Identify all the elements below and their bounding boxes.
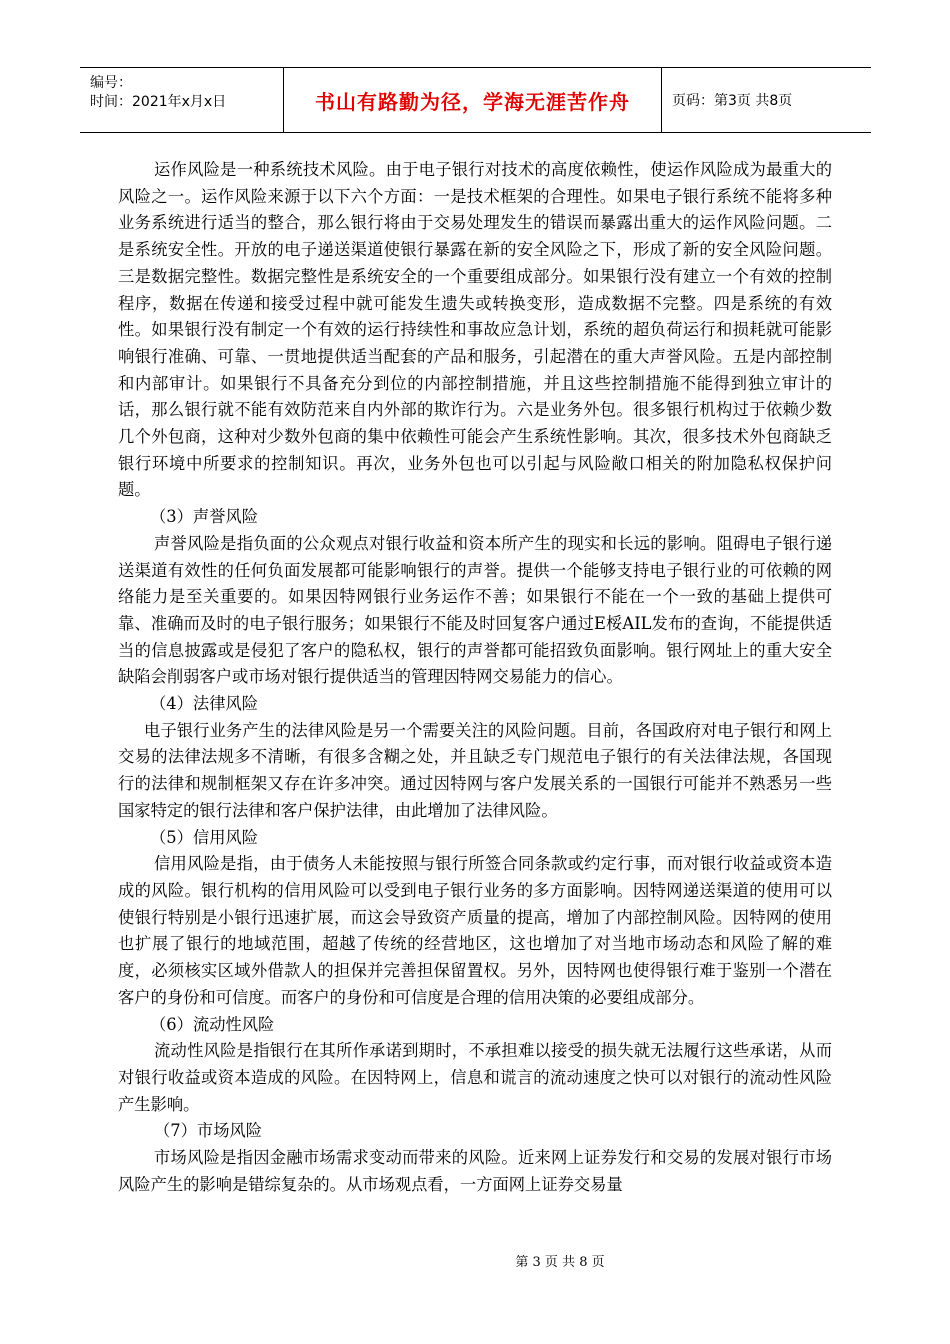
page-header (80, 67, 871, 133)
heading-liquidity-risk: （6）流动性风险 (150, 1014, 275, 1034)
paragraph-liquidity-risk: 流动性风险是指银行在其所作承诺到期时，不承担难以接受的损失就无法履行这些承诺，从而对银行收益或资本造成的风险。在因特网上，信息和谎言的流动速度之快可以对银行的流动性风险产生影响。 (118, 1041, 832, 1114)
heading-credit-risk: （5）信用风险 (150, 827, 259, 847)
document-date: 时间：2021年x月x日 (90, 94, 227, 110)
heading-reputation-risk: （3）声誉风险 (150, 507, 259, 527)
page-number-label: 页码：第3页 共8页 (672, 93, 793, 109)
paragraph-legal-risk: 电子银行业务产生的法律风险是另一个需要关注的风险问题。目前，各国政府对电子银行和网上交易的法律法规多不清晰，有很多含糊之处，并且缺乏专门规范电子银行的有关法律法规，各国现行的法律和规制框架又存在许多冲突。通过因特网与客户发展关系的一国银行可能并不熟悉另一些国家特定的银行法律和客户保护法律，由此增加了法律风险。 (118, 720, 832, 820)
page-footer: 第 3 页 共 8 页 (515, 1255, 605, 1270)
document-body (118, 157, 832, 1198)
header-meta-cell (80, 68, 284, 132)
paragraph-market-risk: 市场风险是指因金融市场需求变动而带来的风险。近来网上证券发行和交易的发展对银行市场风险产生的影响是错综复杂的。从市场观点看，一方面网上证券交易量 (118, 1148, 832, 1194)
heading-market-risk: （7）市场风险 (154, 1121, 263, 1141)
heading-legal-risk: （4）法律风险 (150, 694, 259, 714)
header-page-number (662, 68, 871, 132)
document-number: 编号： (90, 75, 132, 91)
paragraph-operational-risk: 运作风险是一种系统技术风险。由于电子银行对技术的高度依赖性，使运作风险成为最重大的风险之一。运作风险来源于以下六个方面：一是技术框架的合理性。如果电子银行系统不能将多种业务系统进行适当的整合，那么银行将由于交易处理发生的错误而暴露出重大的运作风险问题。二是系统安全性。开放的电子递送渠道使银行暴露在新的安全风险之下，形成了新的安全风险问题。三是数据完整性。数据完整性是系统安全的一个重要组成部分。如果银行没有建立一个有效的控制程序，数据在传递和接受过程中就可能发生遗失或转换变形，造成数据不完整。四是系统的有效性。如果银行没有制定一个有效的运行持续性和事故应急计划，系统的超负荷运行和损耗就可能影响银行准确、可靠、一贯地提供适当配套的产品和服务，引起潜在的重大声誉风险。五是内部控制和内部审计。如果银行不具备充分到位的内部控制措施，并且这些控制措施不能得到独立审计的话，那么银行就不能有效防范来自内外部的欺诈行为。六是业务外包。很多银行机构过于依赖少数几个外包商，这种对少数外包商的集中依赖性可能会产生系统性影响。其次，很多技术外包商缺乏银行环境中所要求的控制知识。再次，业务外包也可以引起与风险敞口相关的附加隐私权保护问题。 (118, 160, 832, 500)
paragraph-reputation-risk: 声誉风险是指负面的公众观点对银行收益和资本所产生的现实和长远的影响。阻碍电子银行递送渠道有效性的任何负面发展都可能影响银行的声誉。提供一个能够支持电子银行业的可依赖的网络能力是至关重要的。如果因特网银行业务运作不善；如果银行不能在一个一致的基础上提供可靠、准确而及时的电子银行服务；如果银行不能及时回复客户通过E桵AIL发布的查询，不能提供适当的信息披露或是侵犯了客户的隐私权，银行的声誉都可能招致负面影响。银行网址上的重大安全缺陷会削弱客户或市场对银行提供适当的管理因特网交易能力的信心。 (118, 533, 832, 687)
paragraph-credit-risk: 信用风险是指，由于债务人未能按照与银行所签合同条款或约定行事，而对银行收益或资本造成的风险。银行机构的信用风险可以受到电子银行业务的多方面影响。因特网递送渠道的使用可以使银行特别是小银行迅速扩展，而这会导致资产质量的提高，增加了内部控制风险。因特网的使用也扩展了银行的地域范围，超越了传统的经营地区，这也增加了对当地市场动态和风险了解的难度，必须核实区域外借款人的担保并完善担保留置权。另外，因特网也使得银行难于鉴别一个潜在客户的身份和可信度。而客户的身份和可信度是合理的信用决策的必要组成部分。 (118, 854, 832, 1007)
header-motto: 书山有路勤为径，学海无涯苦作舟 (284, 68, 662, 132)
